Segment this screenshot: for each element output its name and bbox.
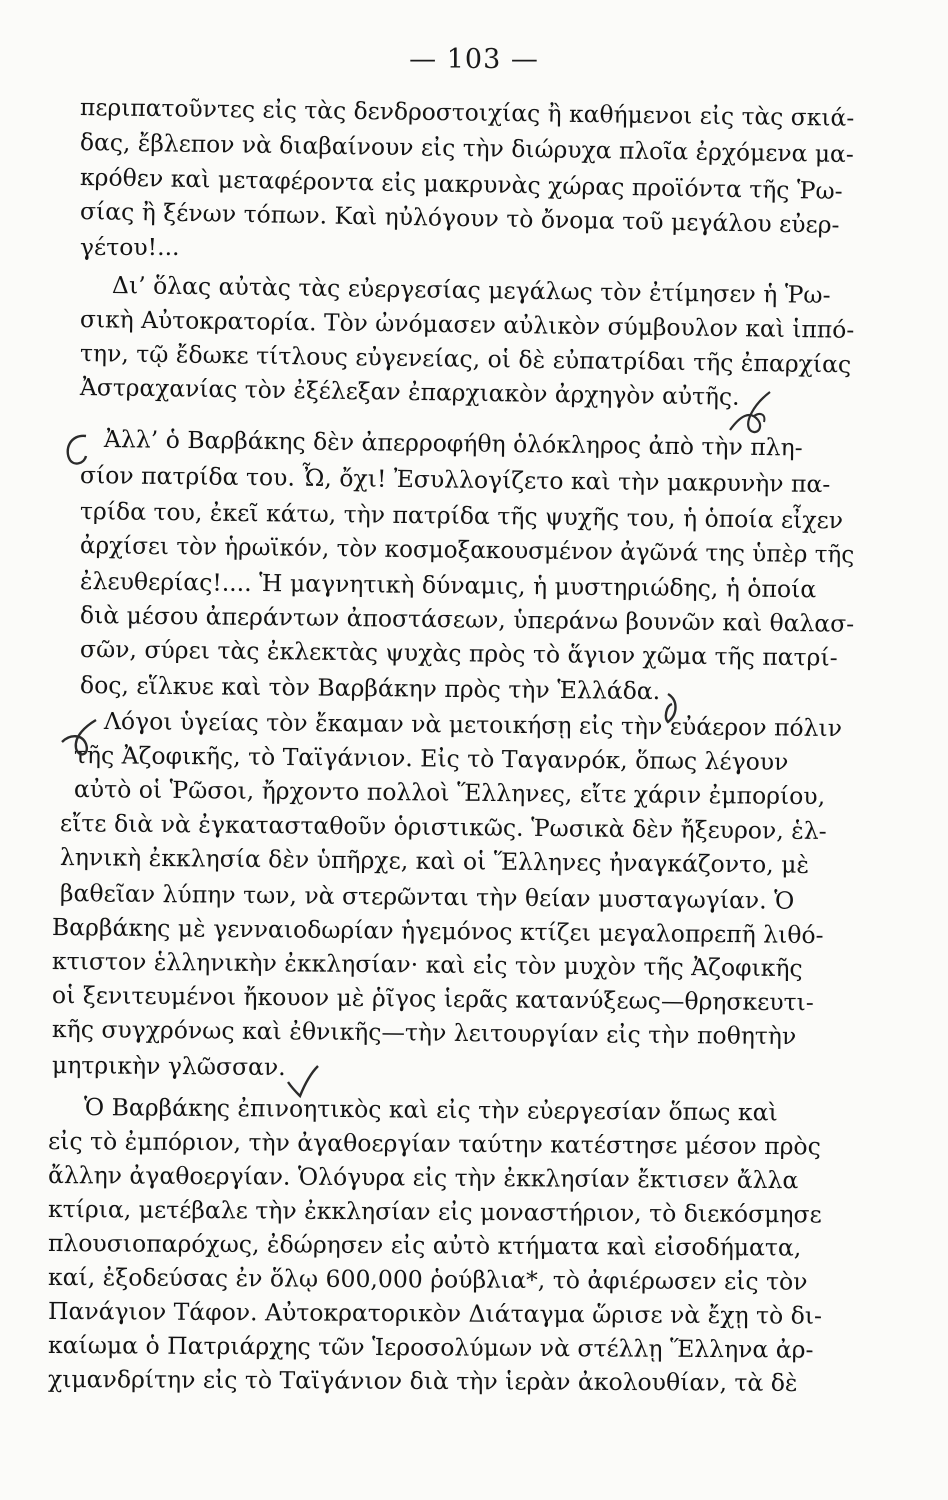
text-line: περιπατοῦντες εἰς τὰς δενδροστοιχίας ἢ καθήμενοι εἰς τὰς σκιά- (79, 93, 855, 132)
text-line: βαθεῖαν λύπην των, νὰ στερῶνται τὴν θείαν μυσταγωγίαν. Ὁ (59, 879, 795, 915)
text-line: σικὴ Αὐτοκρατορία. Τὸν ὠνόμασεν αὐλικὸν σύμβουλον καὶ ἱππό- (79, 305, 855, 344)
text-line: πλουσιοπαρόχως, ἐδώρησεν εἰς αὐτὸ κτήματα καὶ εἰσοδήματα, (47, 1229, 802, 1262)
text-line: οἱ ξενιτευμένοι ἤκουον μὲ ῥῖγος ἱερᾶς κατανύξεως—θρησκευτι- (51, 981, 814, 1017)
text-line: τῆς Ἀζοφικῆς, τὸ Ταϊγάνιον. Εἰς τὸ Ταγανρόκ, ὅπως λέγουν (73, 741, 789, 776)
handwritten-mark (720, 386, 780, 442)
text-line: εἴτε διὰ νὰ ἐγκατασταθοῦν ὁριστικῶς. Ῥωσικὰ δὲν ἤξευρον, ἑλ- (59, 809, 827, 846)
text-line: Πανάγιον Τάφον. Αὐτοκρατορικὸν Διάταγμα ὥρισε νὰ ἔχῃ τὸ δι- (47, 1297, 823, 1330)
text-line: κῆς συγχρόνως καὶ ἐθνικῆς—τὴν λειτουργίαν εἰς τὴν ποθητὴν (51, 1015, 797, 1051)
text-line: Λόγοι ὑγείας τὸν ἔκαμαν νὰ μετοικήσῃ εἰς τὴν εὐάερον πόλιν (103, 707, 843, 743)
handwritten-mark (282, 1062, 322, 1102)
text-line: ἀρχίσει τὸν ἡρωϊκόν, τὸν κοσμοξακουσμένον ἀγῶνά της ὑπὲρ τῆς (79, 531, 855, 569)
text-line: αὐτὸ οἱ Ῥῶσοι, ἤρχοντο πολλοὶ Ἕλληνες, εἴτε χάριν ἐμπορίου, (73, 775, 826, 811)
handwritten-mark (56, 712, 104, 764)
text-line: χιμανδρίτην εἰς τὸ Ταϊγάνιον διὰ τὴν ἱερὰν ἀκολουθίαν, τὰ δὲ (47, 1365, 798, 1397)
text-line: σίον πατρίδα του. Ὦ, ὄχι! Ἐσυλλογίζετο καὶ τὴν μακρυνὴν πα- (79, 461, 831, 499)
text-line: Ὁ Βαρβάκης ἐπινοητικὸς καὶ εἰς τὴν εὐεργεσίαν ὅπως καὶ (83, 1093, 778, 1127)
handwritten-mark (658, 688, 688, 728)
text-line: διὰ μέσου ἀπεράντων ἀποστάσεων, ὑπεράνω βουνῶν καὶ θαλασ- (79, 601, 855, 638)
text-line: καίωμα ὁ Πατριάρχης τῶν Ἱεροσολύμων νὰ στέλλῃ Ἕλληνα ἀρ- (47, 1331, 814, 1364)
text-line: Βαρβάκης μὲ γενναιοδωρίαν ἡγεμόνος κτίζει μεγαλοπρεπῆ λιθό- (51, 913, 824, 950)
text-line: Ἀλλ’ ὁ Βαρβάκης δὲν ἀπερροφήθη ὁλόκληρος ἀπὸ τὴν πλη- (103, 425, 803, 462)
text-line: κτιστον ἑλληνικὴν ἐκκλησίαν· καὶ εἰς τὸν μυχὸν τῆς Ἀζοφικῆς (51, 947, 803, 983)
text-line: εἰς τὸ ἐμπόριον, τὴν ἀγαθοεργίαν ταύτην κατέστησε μέσον πρὸς (47, 1127, 821, 1161)
handwritten-mark (58, 430, 94, 470)
text-line: κτίρια, μετέβαλε τὴν ἐκκλησίαν εἰς μοναστήριον, τὸ διεκόσμησε (47, 1195, 822, 1229)
text-line: ἄλλην ἀγαθοεργίαν. Ὁλόγυρα εἰς τὴν ἐκκλησίαν ἔκτισεν ἄλλα (47, 1161, 799, 1195)
text-line: Δι’ ὅλας αὐτὰς τὰς εὐεργεσίας μεγάλως τὸν ἐτίμησεν ἡ Ῥω- (111, 271, 831, 310)
text-line: σῶν, σύρει τὰς ἐκλεκτὰς ψυχὰς πρὸς τὸ ἅγιον χῶμα τῆς πατρί- (79, 635, 838, 672)
text-line: σίας ἢ ξένων τόπων. Καὶ ηὐλόγουν τὸ ὄνομα τοῦ μεγάλου εὐερ- (79, 197, 840, 239)
text-line: καί, ἐξοδεύσας ἐν ὅλῳ 600,000 ῥούβλια*, τὸ ἀφιέρωσεν εἰς τὸν (47, 1263, 808, 1296)
text-line: Ἀστραχανίας τὸν ἐξέλεξαν ἐπαρχιακὸν ἀρχηγὸν αὐτῆς. (79, 373, 740, 411)
text-line: ληνικὴ ἐκκλησία δὲν ὑπῆρχε, καὶ οἱ Ἕλληνες ἠναγκάζοντο, μὲ (59, 843, 810, 879)
text-line: κρόθεν καὶ μεταφέροντα εἰς μακρυνὰς χώρας προϊόντα τῆς Ῥω- (79, 163, 843, 205)
text-line: μητρικὴν γλῶσσαν. (51, 1051, 286, 1082)
text-line: την, τῷ ἔδωκε τίτλους εὐγενείας, οἱ δὲ εὐπατρίδαι τῆς ἐπαρχίας (79, 339, 852, 379)
text-line: ἐλευθερίας!.... Ἡ μαγνητικὴ δύναμις, ἡ μυστηριώδης, ἡ ὁποία (79, 567, 817, 604)
page-number: — 103 — (409, 44, 539, 75)
text-line: δας, ἔβλεπον νὰ διαβαίνουν εἰς τὴν διώρυχα πλοῖα ἐρχόμενα μα- (79, 128, 854, 169)
text-line: δος, εἵλκυε καὶ τὸν Βαρβάκην πρὸς τὴν Ἑλλάδα. (79, 671, 661, 706)
text-line: τρίδα του, ἐκεῖ κάτω, τὴν πατρίδα τῆς ψυχῆς του, ἡ ὁποία εἶχεν (79, 497, 844, 535)
text-line: γέτου!... (80, 233, 180, 261)
